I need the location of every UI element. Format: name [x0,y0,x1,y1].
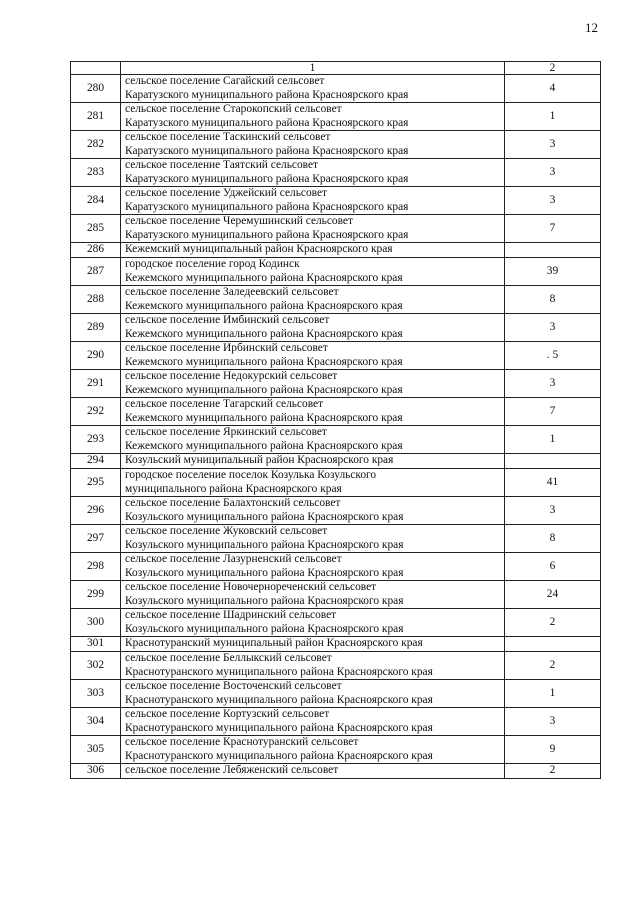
row-value: 2 [505,652,601,680]
name-line-2: Кежемского муниципального района Красноярского края [125,271,403,284]
name-line-1: Краснотуранский муниципальный район Красноярского края [125,637,423,650]
row-value: 3 [505,131,601,159]
municipality-name [121,637,505,652]
municipality-name [121,75,505,103]
name-line-1: сельское поселение Тагарский сельсовет [125,398,324,410]
name-line-2: Кежемского муниципального района Красноярского края [125,355,403,368]
name-line-2: Козульского муниципального района Красноярского края [125,566,404,579]
name-line-1: сельское поселение Ирбинский сельсовет [125,342,328,354]
row-number: 293 [71,426,121,454]
row-number: 303 [71,680,121,708]
municipality-name [121,243,505,258]
row-value: 7 [505,398,601,426]
row-number: 287 [71,258,121,286]
name-line-2: Кежемского муниципального района Красноярского края [125,299,403,312]
name-line-2: Каратузского муниципального района Красноярского края [125,116,409,129]
table-row [71,637,601,652]
name-line-1: сельское поселение Шадринский сельсовет [125,609,337,621]
name-line-2: муниципального района Красноярского края [125,482,342,495]
name-line-2: Краснотуранского муниципального района Красноярского края [125,665,433,678]
table-row [71,187,601,215]
name-line-2: Козульского муниципального района Красноярского края [125,622,404,635]
name-line-2: Каратузского муниципального района Красноярского края [125,88,409,101]
municipality-name [121,131,505,159]
row-number: 305 [71,736,121,764]
name-line-1: сельское поселение Беллыкский сельсовет [125,652,332,664]
table-body [71,62,601,779]
row-value: 8 [505,525,601,553]
table-row [71,764,601,779]
municipality-name [121,103,505,131]
row-value: 39 [505,258,601,286]
table-row [71,469,601,497]
name-line-2: Козульского муниципального района Красноярского края [125,594,404,607]
row-value: 41 [505,469,601,497]
table-row [71,370,601,398]
page-number: 12 [585,20,598,35]
name-line-1: сельское поселение Лазурненский сельсовет [125,553,342,565]
table-row [71,342,601,370]
name-line-2: Козульского муниципального района Красноярского края [125,510,404,523]
row-number: 290 [71,342,121,370]
row-value: 3 [505,708,601,736]
row-value [505,637,601,652]
row-value: 3 [505,159,601,187]
municipality-name [121,469,505,497]
municipality-name [121,286,505,314]
row-value: 8 [505,286,601,314]
name-line-1: сельское поселение Имбинский сельсовет [125,314,330,326]
name-line-1: сельское поселение Восточенский сельсовет [125,680,342,692]
name-line-1: городское поселение город Кодинск [125,258,300,270]
name-line-2: Краснотуранского муниципального района Красноярского края [125,693,433,706]
name-line-2: Кежемского муниципального района Красноярского края [125,439,403,452]
row-number: 281 [71,103,121,131]
name-line-2: Козульского муниципального района Красноярского края [125,538,404,551]
row-number: 299 [71,581,121,609]
row-number: 294 [71,454,121,469]
name-line-1: сельское поселение Заледеевский сельсовет [125,286,339,298]
row-number: 291 [71,370,121,398]
table-row [71,609,601,637]
row-number: 301 [71,637,121,652]
municipality-name [121,553,505,581]
table-row [71,398,601,426]
table-row [71,243,601,258]
name-line-1: сельское поселение Яркинский сельсовет [125,426,327,438]
name-line-1: сельское поселение Недокурский сельсовет [125,370,338,382]
municipality-name [121,652,505,680]
municipality-name [121,581,505,609]
municipality-name [121,398,505,426]
row-value: 1 [505,103,601,131]
municipality-name [121,497,505,525]
row-value: 3 [505,370,601,398]
name-line-2: Каратузского муниципального района Красноярского края [125,172,409,185]
municipality-name [121,187,505,215]
name-line-1: сельское поселение Лебяженский сельсовет [125,764,339,777]
table-row [71,525,601,553]
row-number: 300 [71,609,121,637]
name-line-2: Каратузского муниципального района Красноярского края [125,200,409,213]
row-value: 3 [505,187,601,215]
municipality-name [121,609,505,637]
header-cell-col1: 1 [121,62,505,75]
row-number: 286 [71,243,121,258]
row-number: 296 [71,497,121,525]
row-value [505,454,601,469]
name-line-2: Краснотуранского муниципального района Красноярского края [125,749,433,762]
table-row [71,314,601,342]
name-line-2: Краснотуранского муниципального района Красноярского края [125,721,433,734]
row-value: 3 [505,497,601,525]
municipality-name [121,159,505,187]
table-row [71,454,601,469]
name-line-1: сельское поселение Старокопский сельсовет [125,103,342,115]
municipality-name [121,258,505,286]
name-line-1: сельское поселение Таятский сельсовет [125,159,318,171]
row-number: 304 [71,708,121,736]
row-value: 7 [505,215,601,243]
row-value: 9 [505,736,601,764]
row-value: 3 [505,314,601,342]
table-row [71,258,601,286]
table-row [71,103,601,131]
row-number: 284 [71,187,121,215]
row-value [505,243,601,258]
table-row [71,652,601,680]
municipality-name [121,454,505,469]
row-number: 283 [71,159,121,187]
municipality-name [121,370,505,398]
name-line-2: Каратузского муниципального района Красноярского края [125,144,409,157]
name-line-1: городское поселение поселок Козулька Козульского [125,469,377,481]
table-header-row [71,62,601,75]
header-cell-empty [71,62,121,75]
row-number: 302 [71,652,121,680]
table-row [71,553,601,581]
table-row [71,708,601,736]
name-line-2: Каратузского муниципального района Красноярского края [125,228,409,241]
name-line-1: Козульский муниципальный район Красноярского края [125,454,394,467]
row-value: 6 [505,553,601,581]
name-line-1: сельское поселение Новочернореченский сельсовет [125,581,377,593]
municipality-name [121,215,505,243]
table-row [71,75,601,103]
row-value: 4 [505,75,601,103]
municipality-name [121,680,505,708]
row-number: 282 [71,131,121,159]
allocation-table [70,61,601,779]
row-value: 24 [505,581,601,609]
municipality-name [121,764,505,779]
row-number: 292 [71,398,121,426]
table-row [71,680,601,708]
row-value: 2 [505,764,601,779]
municipality-name [121,342,505,370]
table-row [71,497,601,525]
row-value: 2 [505,609,601,637]
name-line-2: Кежемского муниципального района Красноярского края [125,411,403,424]
name-line-1: сельское поселение Таскинский сельсовет [125,131,331,143]
table-row [71,426,601,454]
name-line-2: Кежемского муниципального района Красноярского края [125,327,403,340]
row-number: 280 [71,75,121,103]
table-row [71,286,601,314]
name-line-1: сельское поселение Уджейский сельсовет [125,187,328,199]
row-number: 306 [71,764,121,779]
name-line-1: сельское поселение Жуковский сельсовет [125,525,328,537]
name-line-1: сельское поселение Сагайский сельсовет [125,75,325,87]
row-number: 288 [71,286,121,314]
name-line-1: сельское поселение Краснотуранский сельсовет [125,736,359,748]
municipality-name [121,736,505,764]
municipality-name [121,314,505,342]
name-line-1: сельское поселение Балахтонский сельсовет [125,497,341,509]
header-cell-col2: 2 [505,62,601,75]
table-row [71,131,601,159]
row-number: 289 [71,314,121,342]
row-number: 298 [71,553,121,581]
row-number: 297 [71,525,121,553]
municipality-name [121,426,505,454]
row-value: . 5 [505,342,601,370]
row-value: 1 [505,680,601,708]
name-line-2: Кежемского муниципального района Красноярского края [125,383,403,396]
name-line-1: сельское поселение Черемушинский сельсовет [125,215,353,227]
table-row [71,215,601,243]
row-number: 295 [71,469,121,497]
row-number: 285 [71,215,121,243]
table-row [71,736,601,764]
table-row [71,581,601,609]
row-value: 1 [505,426,601,454]
table-row [71,159,601,187]
name-line-1: сельское поселение Кортузский сельсовет [125,708,330,720]
municipality-name [121,525,505,553]
name-line-1: Кежемский муниципальный район Красноярского края [125,243,393,256]
municipality-name [121,708,505,736]
